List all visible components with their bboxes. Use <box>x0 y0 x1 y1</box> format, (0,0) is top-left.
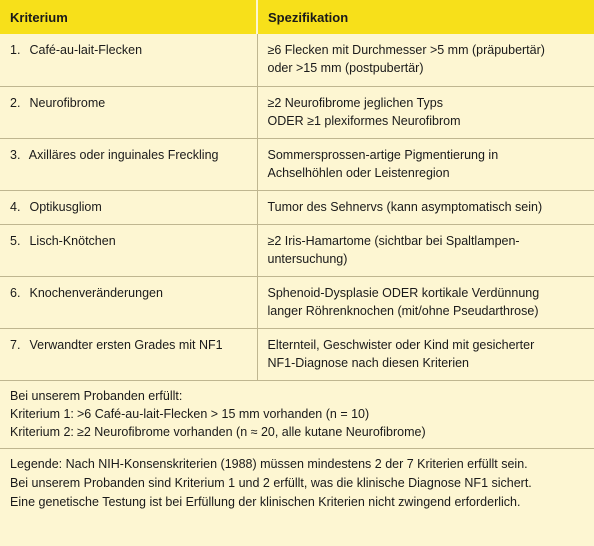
proband-item-text: ≥2 Neurofibrome vorhanden (n ≈ 20, alle kutane Neurofibrome) <box>77 424 426 439</box>
specification-cell <box>257 276 594 328</box>
criterion-cell <box>0 34 257 86</box>
header-specification: Spezifikation <box>257 0 594 34</box>
legend-line: Eine genetische Testung ist bei Erfüllung der klinischen Kriterien nicht zwingend erforderlich. <box>10 494 521 509</box>
specification-line: langer Röhrenknochen (mit/ohne Pseudarthrose) <box>267 303 539 318</box>
criterion-number: 1. <box>10 43 21 57</box>
legend-line: Legende: Nach NIH-Konsenskriterien (1988) müssen mindestens 2 der 7 Kriterien erfüllt sein. <box>10 456 528 471</box>
criterion-number: 5. <box>10 233 21 248</box>
proband-heading: Bei unserem Probanden erfüllt: <box>10 388 183 403</box>
specification-cell <box>257 86 594 138</box>
criterion-label: Lisch-Knötchen <box>29 233 116 248</box>
legend-line: Bei unserem Probanden sind Kriterium 1 und 2 erfüllt, was die klinische Diagnose NF1 sichert. <box>10 475 532 490</box>
header-criterion: Kriterium <box>0 0 257 34</box>
criterion-label: Axilläres oder inguinales Freckling <box>28 147 219 162</box>
proband-item-label: Kriterium 1: <box>10 406 74 421</box>
proband-item <box>10 405 584 423</box>
table-row <box>0 190 594 224</box>
criterion-number: 2. <box>10 95 21 110</box>
specification-line: untersuchung) <box>267 251 348 266</box>
specification-line: Elternteil, Geschwister oder Kind mit gesicherter <box>267 337 535 352</box>
specification-cell <box>257 328 594 380</box>
proband-item-label: Kriterium 2: <box>10 424 74 439</box>
criterion-cell <box>0 138 257 190</box>
table-row <box>0 138 594 190</box>
table-row <box>0 34 594 86</box>
specification-line: NF1-Diagnose nach diesen Kriterien <box>267 355 469 370</box>
criterion-cell <box>0 276 257 328</box>
specification-line: ≥6 Flecken mit Durchmesser >5 mm (präpubertär) <box>267 43 545 57</box>
criterion-label: Knochenveränderungen <box>29 285 163 300</box>
specification-line: ≥2 Neurofibrome jeglichen Typs <box>267 95 443 110</box>
specification-cell <box>257 138 594 190</box>
criterion-label: Optikusgliom <box>29 199 102 214</box>
proband-summary <box>0 381 594 441</box>
specification-line: ≥2 Iris-Hamartome (sichtbar bei Spaltlampen- <box>267 233 520 248</box>
table-row <box>0 224 594 276</box>
criterion-cell <box>0 224 257 276</box>
specification-line: Sommersprossen-artige Pigmentierung in <box>267 147 499 162</box>
specification-line: Achselhöhlen oder Leistenregion <box>267 165 450 180</box>
proband-item-text: >6 Café-au-lait-Flecken > 15 mm vorhanden (n = 10) <box>77 406 370 421</box>
criterion-number: 7. <box>10 337 21 352</box>
criterion-label: Café-au-lait-Flecken <box>29 43 143 57</box>
specification-line: Sphenoid-Dysplasie ODER kortikale Verdünnung <box>267 285 540 300</box>
table-row <box>0 328 594 380</box>
specification-line: oder >15 mm (postpubertär) <box>267 61 424 75</box>
criterion-label: Neurofibrome <box>29 95 106 110</box>
criterion-number: 6. <box>10 285 21 300</box>
legend <box>0 449 594 512</box>
proband-item <box>10 423 584 441</box>
criterion-cell <box>0 328 257 380</box>
criterion-number: 3. <box>10 147 21 162</box>
table-header-row <box>0 0 594 34</box>
table-row <box>0 276 594 328</box>
criterion-cell <box>0 190 257 224</box>
criterion-label: Verwandter ersten Grades mit NF1 <box>29 337 223 352</box>
specification-cell <box>257 190 594 224</box>
specification-cell <box>257 34 594 86</box>
table-row <box>0 86 594 138</box>
specification-cell <box>257 224 594 276</box>
criterion-cell <box>0 86 257 138</box>
specification-line: Tumor des Sehnervs (kann asymptomatisch sein) <box>267 199 543 214</box>
criterion-number: 4. <box>10 199 21 214</box>
specification-line: ODER ≥1 plexiformes Neurofibrom <box>267 113 461 128</box>
